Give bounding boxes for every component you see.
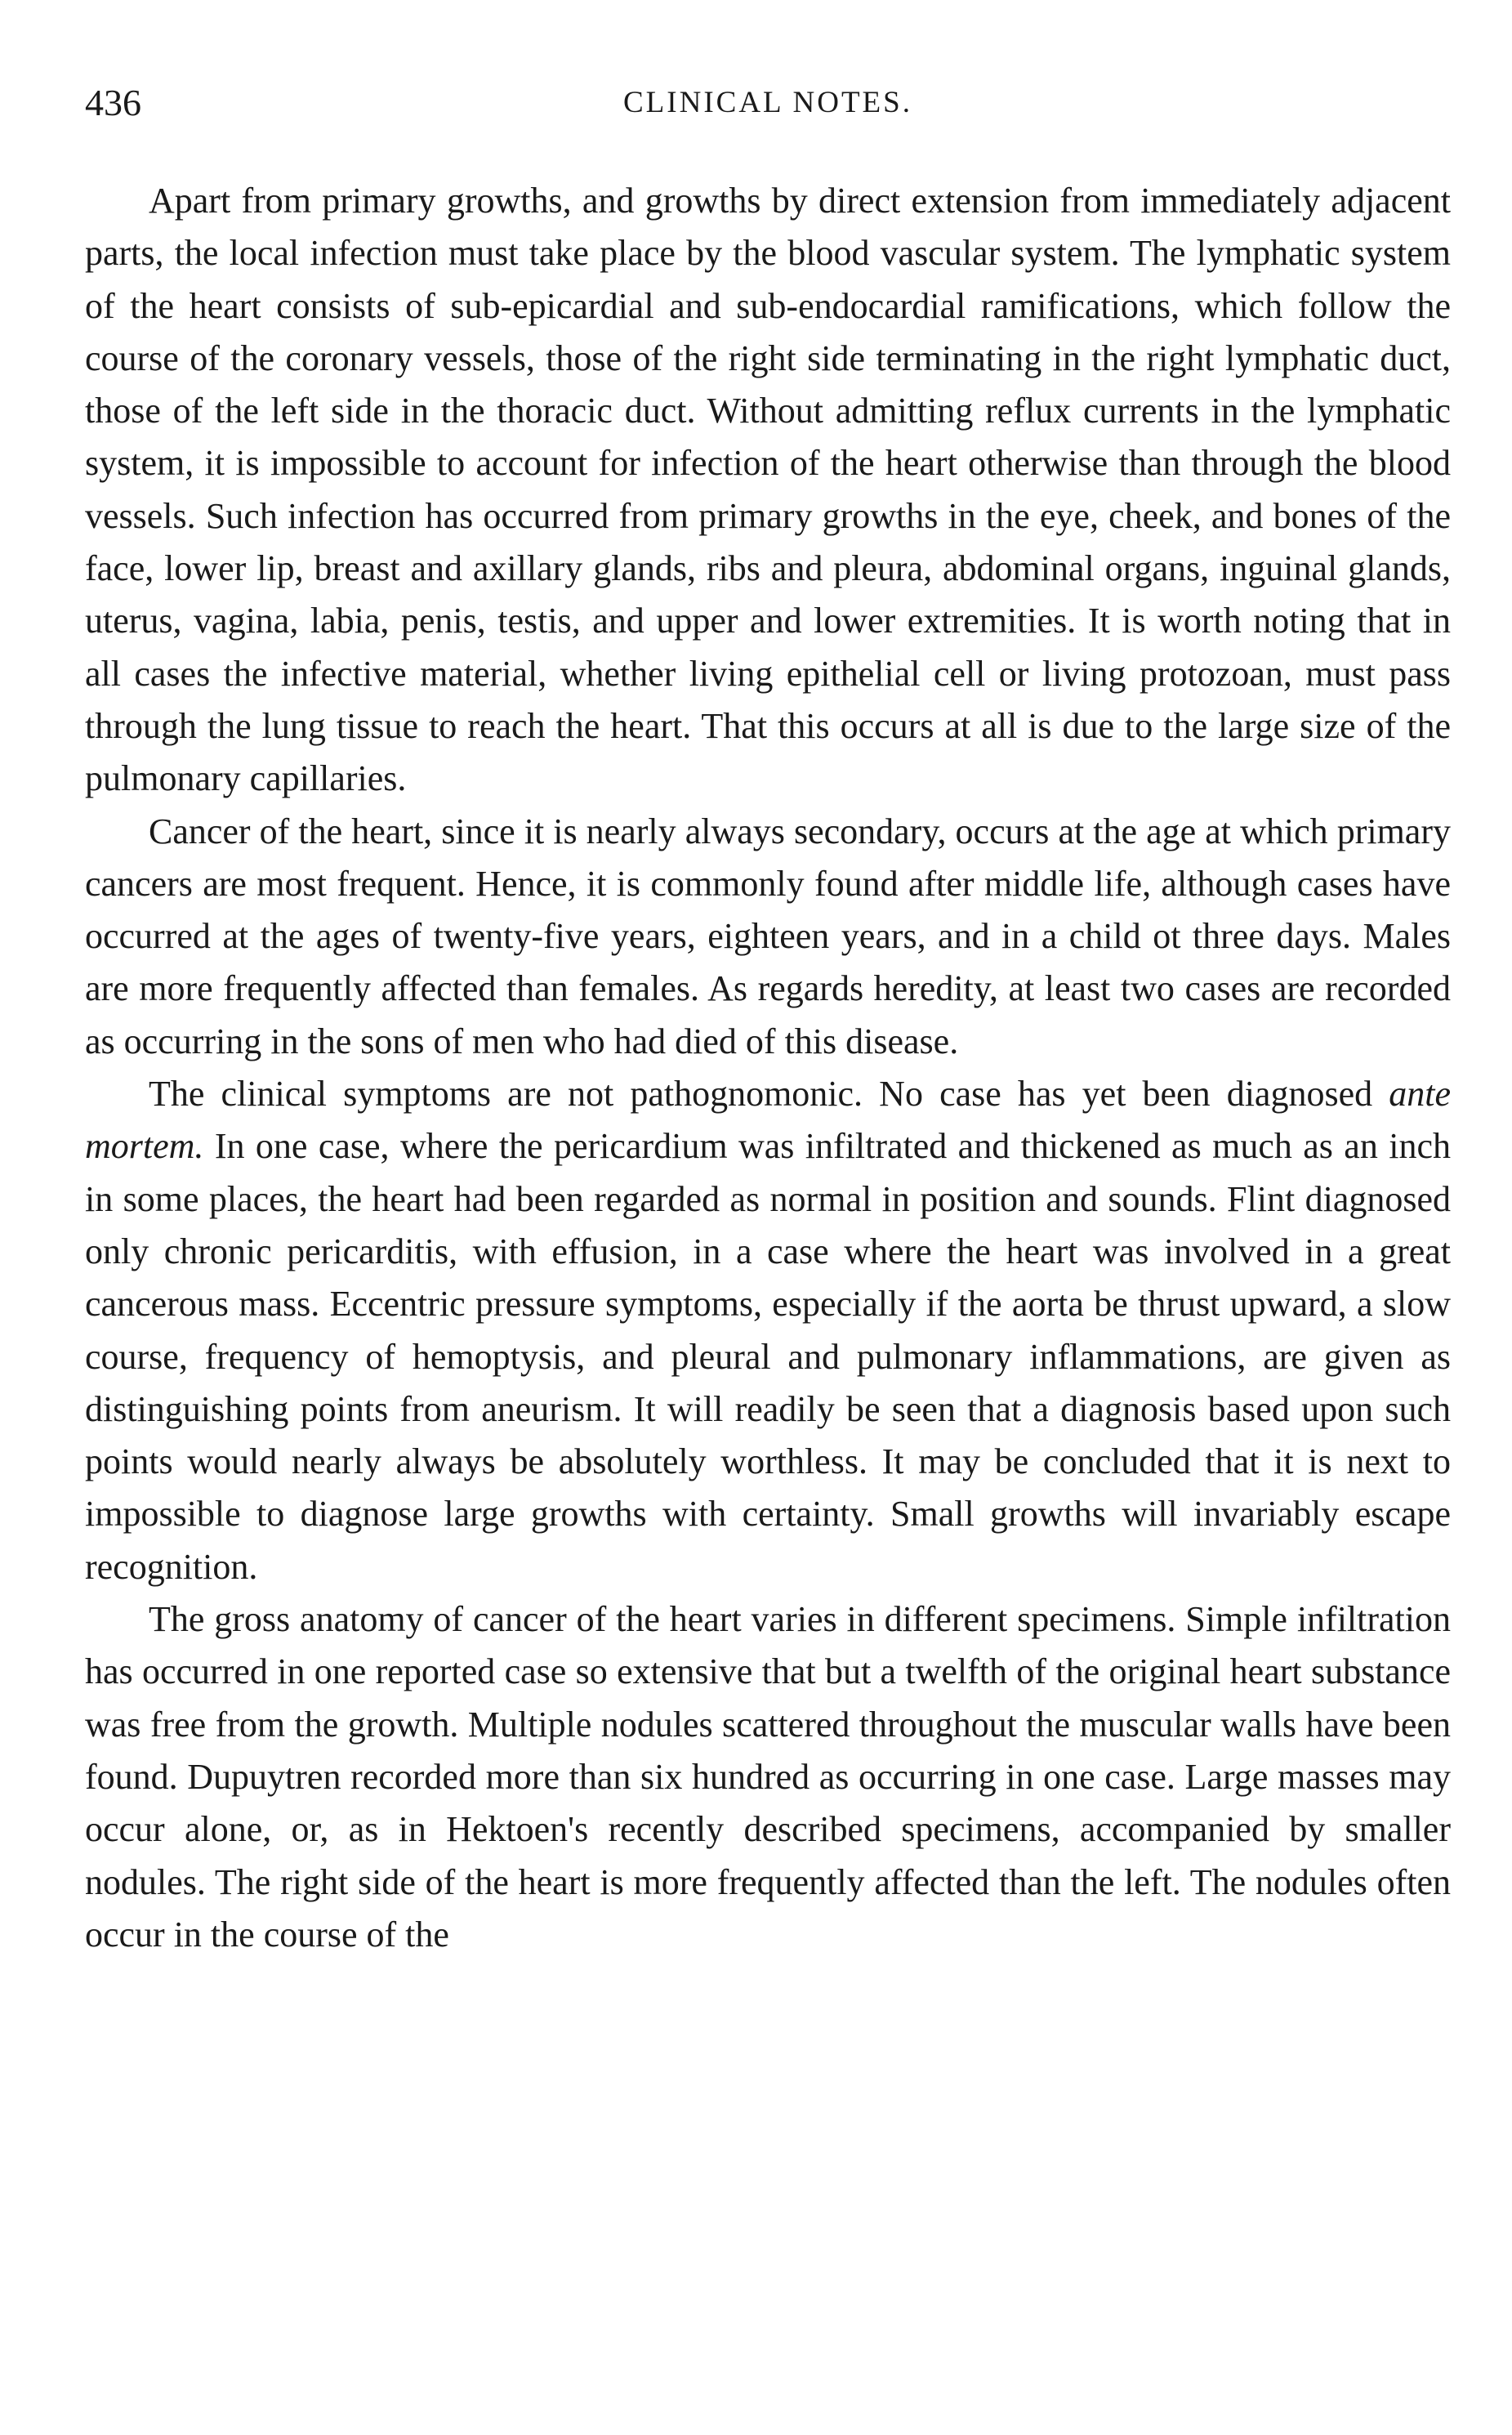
paragraph-clinical-symptoms-rest: In one case, where the pericardium was infiltrated and thickened as much as an inch in some places, the heart had been regarded as normal in position and sounds. Flint diagnosed only chronic pericarditis, with effusion, in a case where the heart was involved in a great cancerous mass. Eccentric pressure symptoms, especially if the aorta be thrust upward, a slow course, frequency of hemoptysis, and pleural and pulmonary inflammations, are given as distinguishing points from aneurism. It will readily be seen that a diagnosis based upon such points would nearly always be absolutely worthless. It may be concluded that it is next to impossible to diagnose large growths with certainty. Small growths will invariably escape recognition.: [85, 1126, 1451, 1587]
running-head: [85, 78, 1451, 127]
paragraph-age-incidence: Cancer of the heart, since it is nearly always secondary, occurs at the age at which primary cancers are most frequent. Hence, it is commonly found after middle life, although cases have occurred at the ages of twenty-five years, eighteen years, and in a child ot three days. Males are more frequently affected than females. As regards heredity, at least two cases are recorded as occurring in the sons of men who had died of this disease.: [85, 811, 1451, 1061]
paragraph-clinical-symptoms-start: The clinical symptoms are not pathognomonic. No case has yet been diagnosed: [149, 1074, 1389, 1115]
paragraph-clinical-symptoms: [85, 1068, 1451, 1593]
italic-ante-mortem: ante mortem.: [85, 1074, 1451, 1167]
paragraph-lymphatic-infection: Apart from primary growths, and growths by direct extension from immediately adjacent parts, the local infection must take place by the blood vascular system. The lymphatic system of the heart consists of sub-epicardial and sub-endocardial ramifications, which follow the course of the coronary vessels, those of the right side terminating in the right lymphatic duct, those of the left side in the thoracic duct. Without admitting reflux currents in the lymphatic system, it is impossible to account for infection of the heart otherwise than through the blood vessels. Such infection has occurred from primary growths in the eye, cheek, and bones of the face, lower lip, breast and axillary glands, ribs and pleura, abdominal organs, inguinal glands, uterus, vagina, labia, penis, testis, and upper and lower extremities. It is worth noting that in all cases the infective material, whether living epithelial cell or living protozoan, must pass through the lung tissue to reach the heart. That this occurs at all is due to the large size of the pulmonary capillaries.: [85, 181, 1451, 799]
page-number: 436: [85, 82, 141, 123]
body-text: [85, 175, 1451, 1961]
running-head-title: CLINICAL NOTES.: [623, 86, 912, 119]
paragraph-gross-anatomy: The gross anatomy of cancer of the heart varies in different specimens. Simple infiltration has occurred in one reported case so extensive that but a twelfth of the original heart substance was free from the growth. Multiple nodules scattered throughout the muscular walls have been found. Dupuytren recorded more than six hundred as occurring in one case. Large masses may occur alone, or, as in Hektoen's recently described specimens, accompanied by smaller nodules. The right side of the heart is more frequently affected than the left. The nodules often occur in the course of the: [85, 1599, 1451, 1955]
